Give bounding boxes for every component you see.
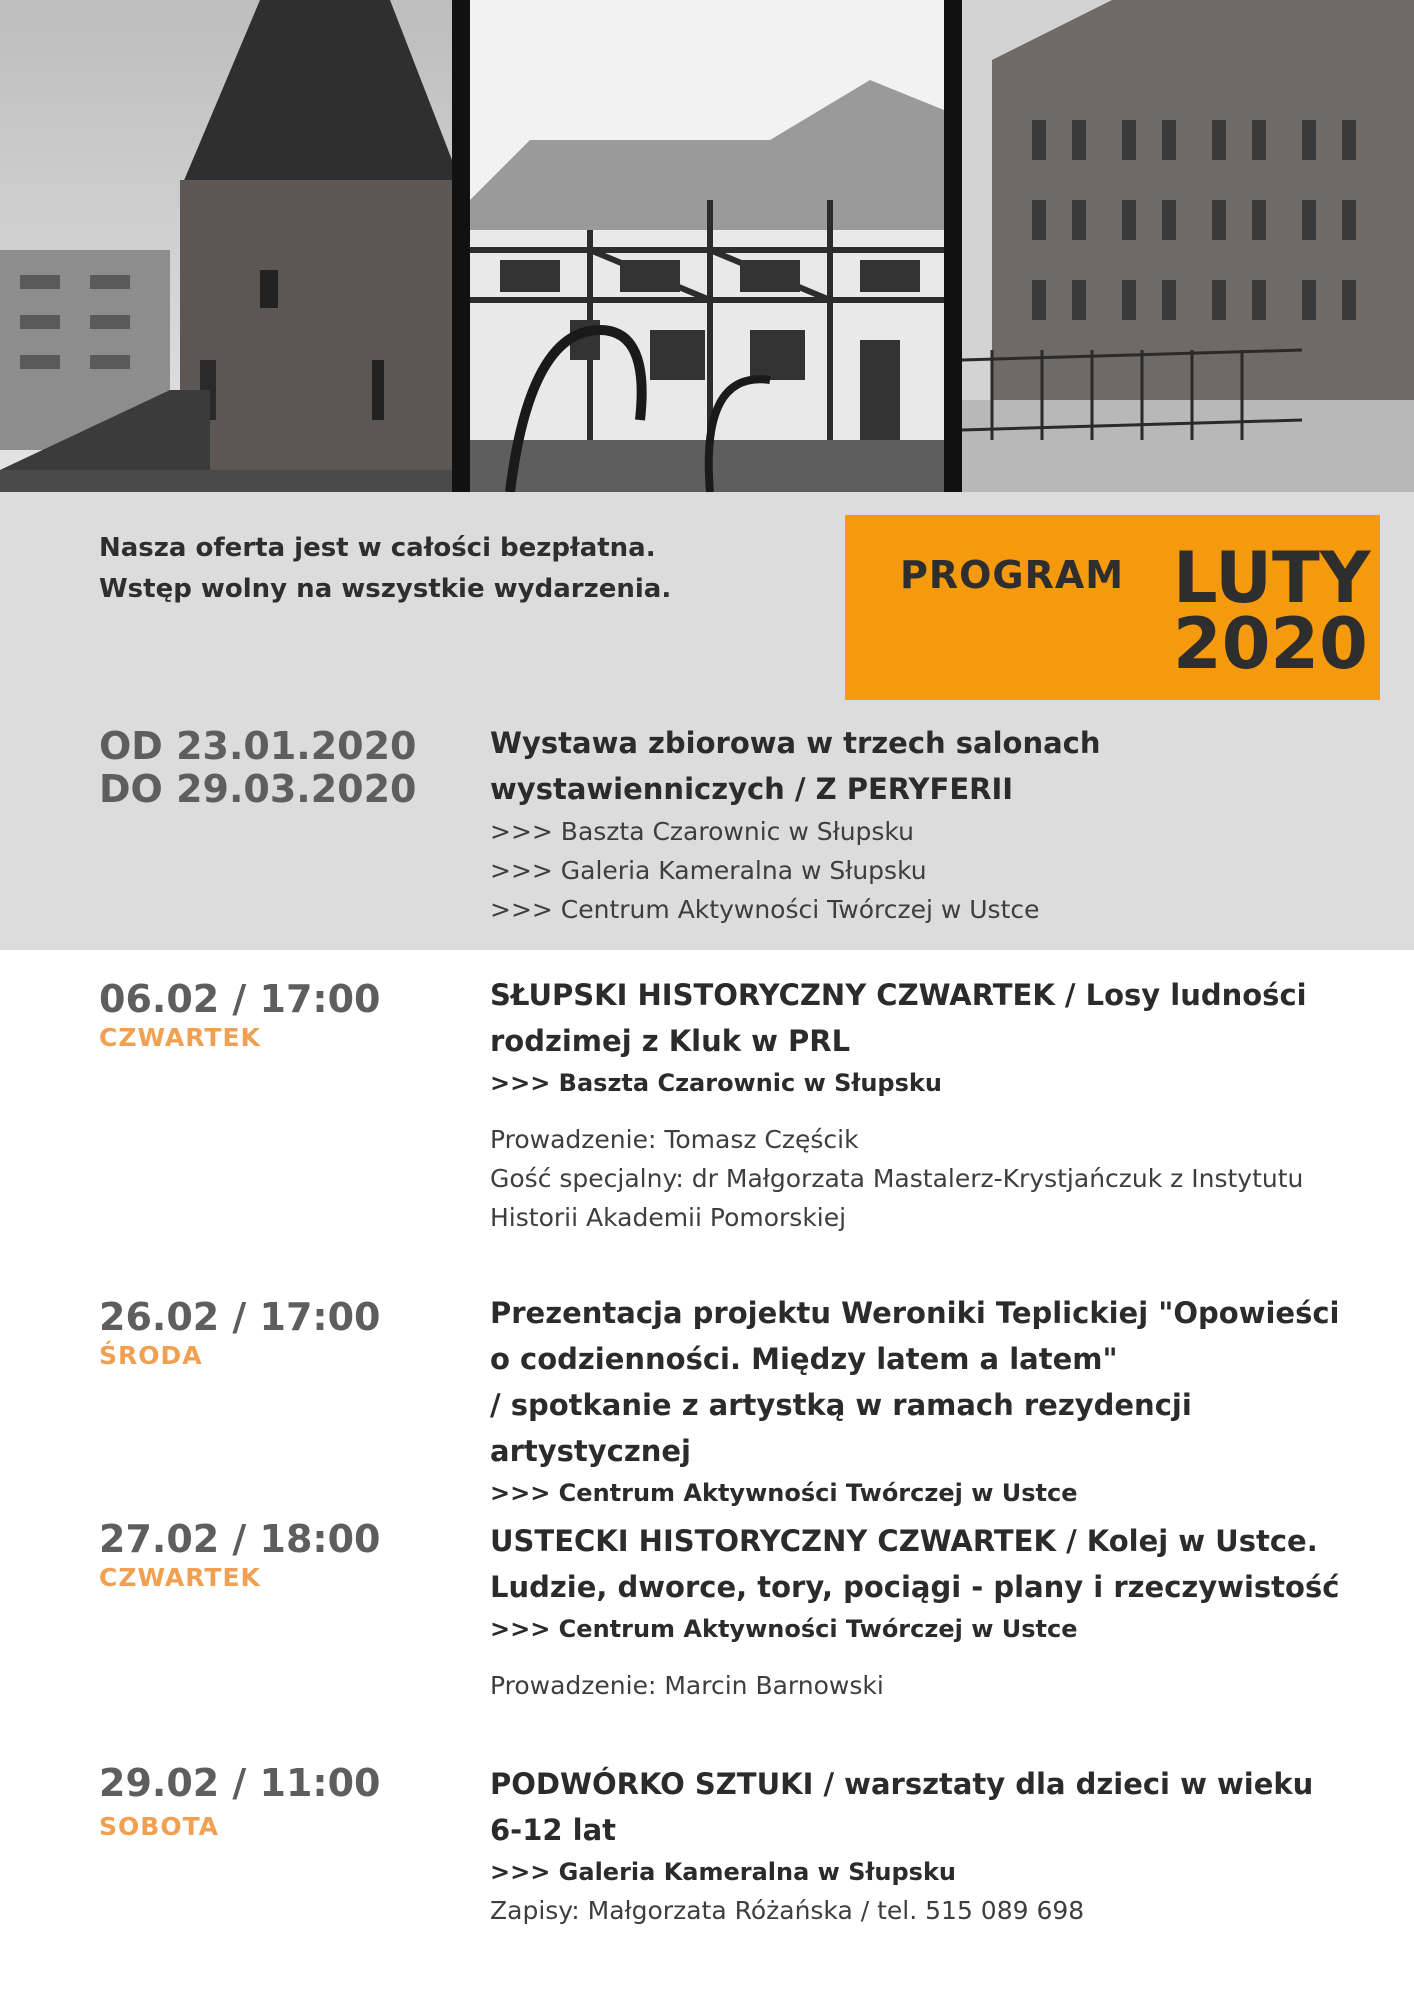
event-2-date: 26.02 / 17:00	[99, 1295, 381, 1339]
event-2-title-line-2: o codzienności. Między latem a latem"	[490, 1342, 1118, 1376]
event-3	[490, 1518, 1390, 1705]
free-entry-note	[99, 528, 671, 610]
event-4-place: >>> Galeria Kameralna w Słupsku	[490, 1858, 956, 1886]
event-1-title-line-2: rodzimej z Kluk w PRL	[490, 1024, 851, 1058]
free-entry-line-1: Nasza oferta jest w całości bezpłatna.	[99, 533, 656, 563]
event-1-guest-line-1: Gość specjalny: dr Małgorzata Mastalerz-Krystjańczuk z Instytutu	[490, 1164, 1304, 1193]
event-3-place: >>> Centrum Aktywności Twórczej w Ustce	[490, 1615, 1078, 1643]
exhibition-title-line-2: wystawienniczych / Z PERYFERII	[490, 772, 1014, 806]
program-year: 2020	[1173, 603, 1368, 685]
event-3-date: 27.02 / 18:00	[99, 1517, 381, 1561]
program-box	[845, 515, 1380, 700]
event-3-host: Prowadzenie: Marcin Barnowski	[490, 1671, 884, 1700]
event-1-weekday: CZWARTEK	[99, 1023, 261, 1052]
exhibition-place-3: >>> Centrum Aktywności Twórczej w Ustce	[490, 895, 1040, 924]
event-2-place: >>> Centrum Aktywności Twórczej w Ustce	[490, 1479, 1078, 1507]
program-month	[1173, 537, 1371, 685]
event-4-weekday: SOBOTA	[99, 1812, 220, 1841]
event-4-title-line-1: PODWÓRKO SZTUKI / warsztaty dla dzieci w wieku	[490, 1767, 1314, 1801]
event-3-weekday: CZWARTEK	[99, 1563, 261, 1592]
photo-witches-tower	[0, 0, 452, 492]
event-4-title-line-2: 6-12 lat	[490, 1813, 617, 1847]
exhibition-date-range	[99, 725, 416, 811]
event-1-title-line-1: SŁUPSKI HISTORYCZNY CZWARTEK / Losy ludności	[490, 978, 1307, 1012]
event-2	[490, 1290, 1390, 1512]
event-1-date: 06.02 / 17:00	[99, 977, 381, 1021]
photo-timber-frame-house	[470, 0, 944, 492]
exhibition-event	[490, 720, 1390, 929]
exhibition-place-1: >>> Baszta Czarownic w Słupsku	[490, 817, 914, 846]
event-4	[490, 1761, 1390, 1930]
exhibition-date-from: OD 23.01.2020	[99, 724, 417, 768]
event-4-date: 29.02 / 11:00	[99, 1761, 381, 1805]
free-entry-line-2: Wstęp wolny na wszystkie wydarzenia.	[99, 574, 672, 604]
photo-strip	[0, 0, 1414, 492]
program-label: PROGRAM	[900, 553, 1125, 597]
photo-brick-granary	[962, 0, 1414, 492]
exhibition-date-to: DO 29.03.2020	[99, 767, 417, 811]
event-2-title-line-1: Prezentacja projektu Weroniki Teplickiej "Opowieści	[490, 1296, 1340, 1330]
event-1-place: >>> Baszta Czarownic w Słupsku	[490, 1069, 942, 1097]
event-1-guest-line-2: Historii Akademii Pomorskiej	[490, 1203, 847, 1232]
program-month-name: LUTY	[1173, 537, 1371, 619]
exhibition-place-2: >>> Galeria Kameralna w Słupsku	[490, 856, 927, 885]
event-2-title-line-3: / spotkanie z artystką w ramach rezydencji artystycznej	[490, 1388, 1192, 1468]
event-4-registration: Zapisy: Małgorzata Różańska / tel. 515 089 698	[490, 1896, 1085, 1925]
event-2-weekday: ŚRODA	[99, 1341, 203, 1370]
exhibition-title-line-1: Wystawa zbiorowa w trzech salonach	[490, 726, 1101, 760]
event-1	[490, 972, 1390, 1237]
event-3-title-line-1: USTECKI HISTORYCZNY CZWARTEK / Kolej w Ustce.	[490, 1524, 1318, 1558]
event-3-title-line-2: Ludzie, dworce, tory, pociągi - plany i rzeczywistość	[490, 1570, 1340, 1604]
event-1-host: Prowadzenie: Tomasz Częścik	[490, 1125, 859, 1154]
